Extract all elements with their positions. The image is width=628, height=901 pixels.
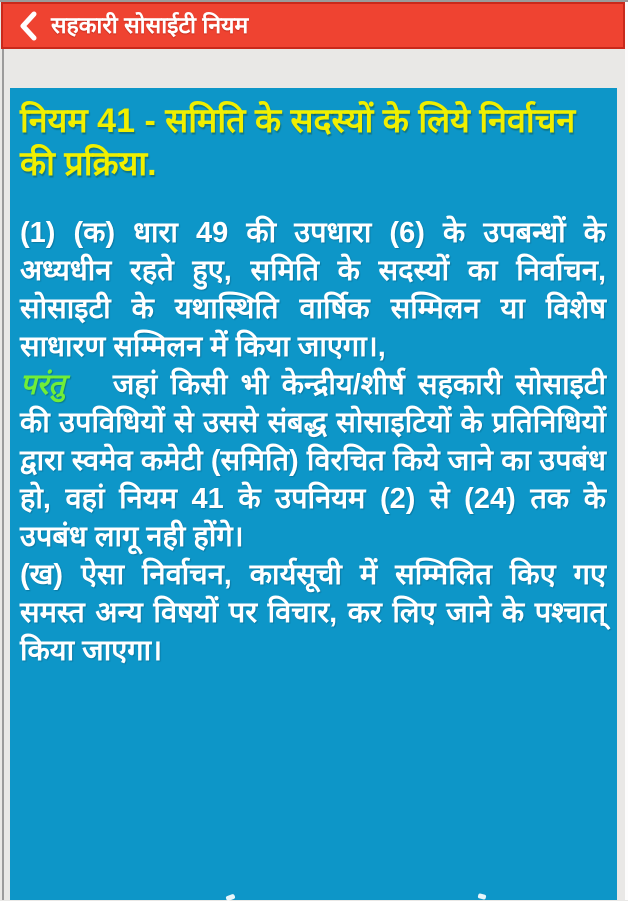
proviso-lead-word: परंतु <box>20 369 65 401</box>
rule-paragraph-2 <box>20 366 606 556</box>
back-chevron-icon <box>19 11 37 41</box>
page-title: सहकारी सोसाईटी नियम <box>51 12 249 38</box>
rule-paragraph-2-text: जहां किसी भी केन्द्रीय/शीर्ष सहकारी सोसाइटी की उपविधियों से उससे संबद्ध सोसाइटियों के प्रतिनिधियों द्वारा स्वमेव कमेटी (समिति) विरचित किये जाने का उपबंध हो, वहां नियम 41 के उपनियम (2) से (24) तक के उपबंध लागू नही होंगे। <box>20 369 606 553</box>
back-button[interactable] <box>17 10 39 42</box>
rule-heading: नियम 41 - समिति के सदस्यों के लिये निर्वाचन की प्रक्रिया. <box>20 102 576 183</box>
content-scroll-area[interactable] <box>10 88 617 900</box>
rule-paragraph-3: (ख) ऐसा निर्वाचन, कार्यसूची में सम्मिलित किए गए समस्त अन्य विषयों पर विचार, कर लिए जाने के पश्चात् किया जाएगा। <box>20 559 606 667</box>
app-header <box>1 2 625 49</box>
rule-paragraph-1: (1) (क) धारा 49 की उपधारा (6) के उपबन्धों के अध्यधीन रहते हुए, समिति के सदस्यों का निर्वाचन, सोसाइटी के यथास्थिति वार्षिक सम्मिलन या विशेष साधारण सम्मिलन में किया जाएगा।, <box>20 217 606 363</box>
window-frame-left-line <box>2 0 4 900</box>
